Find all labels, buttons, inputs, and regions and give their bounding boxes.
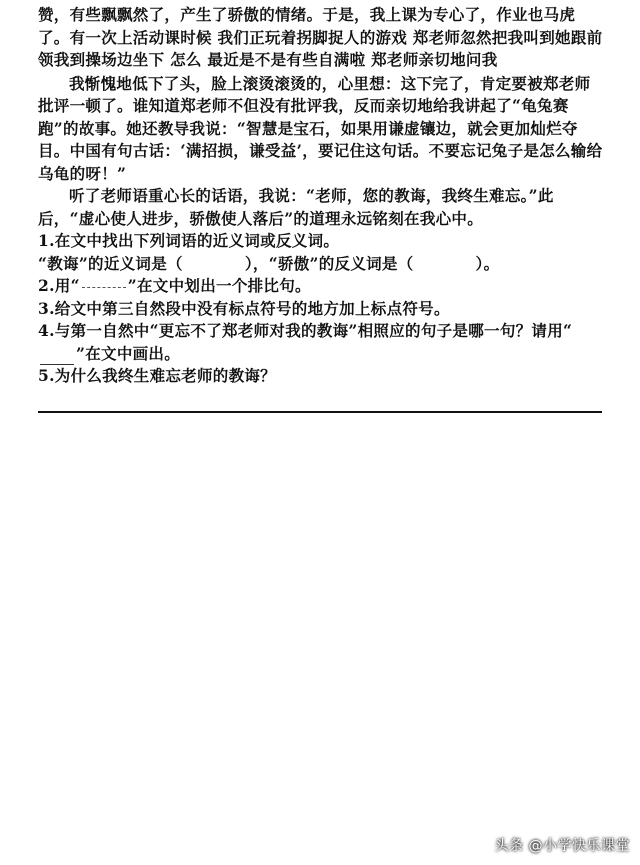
answer-line[interactable] <box>38 411 602 413</box>
question-4-part-a: 4.与第一自然中“更忘不了郑老师对我的教诲”相照应的句子是哪一句？请用“ <box>38 321 573 340</box>
question-2-part-b: ”在文中划出一个排比句。 <box>127 276 311 295</box>
question-1: 1.在文中找出下列词语的近义词或反义词。 <box>38 231 340 250</box>
question-5: 5.为什么我终生难忘老师的教诲？ <box>38 366 276 385</box>
question-3: 3.给文中第三自然段中没有标点符号的地方加上标点符号。 <box>38 298 450 318</box>
question-1-part-c: ）。 <box>475 253 500 273</box>
question-4 <box>38 320 604 365</box>
worksheet-page <box>38 4 604 388</box>
dashed-line-mark <box>82 286 126 288</box>
question-2-part-a: 2.用“ <box>38 276 80 295</box>
question-1-part-b: ），“骄傲”的反义词是（ <box>244 253 414 273</box>
question-4-part-b: ”在文中画出。 <box>76 343 181 363</box>
passage-paragraph-1: 赞，有些飘飘然了，产生了骄傲的情绪。于是，我上课为专心了，作业也马虎了。有一次上活动课时候 我们正玩着拐脚捉人的游戏 郑老师忽然把我叫到她跟前 领我到操场边坐下 怎么 最近是不是有些自满啦 郑老师亲切地问我 <box>38 5 603 69</box>
question-2 <box>38 275 604 298</box>
passage-paragraph-3: 听了老师语重心长的话语，我说：“老师，您的教诲，我终生难忘。”此后，“虚心使人进步，骄傲使人落后”的道理永远铭刻在我心中。 <box>38 186 554 228</box>
question-1-part-a: “教诲”的近义词是（ <box>38 253 183 273</box>
question-1-fill <box>38 253 604 276</box>
passage-paragraph-2: 我惭愧地低下了头，脸上滚烫滚烫的，心里想：这下完了，肯定要被郑老师批评一顿了。谁知道郑老师不但没有批评我，反而亲切地给我讲起了“龟兔赛跑”的故事。她还教导我说：“智慧是宝石，如果用谦虚镶边，就会更加灿烂夺目。中国有句古话：‘满招损，谦受益’，要记住这句话。不要忘记兔子是怎么输给乌龟的呀！” <box>38 73 603 183</box>
watermark: 头条 @小学快乐课堂 <box>494 838 630 854</box>
